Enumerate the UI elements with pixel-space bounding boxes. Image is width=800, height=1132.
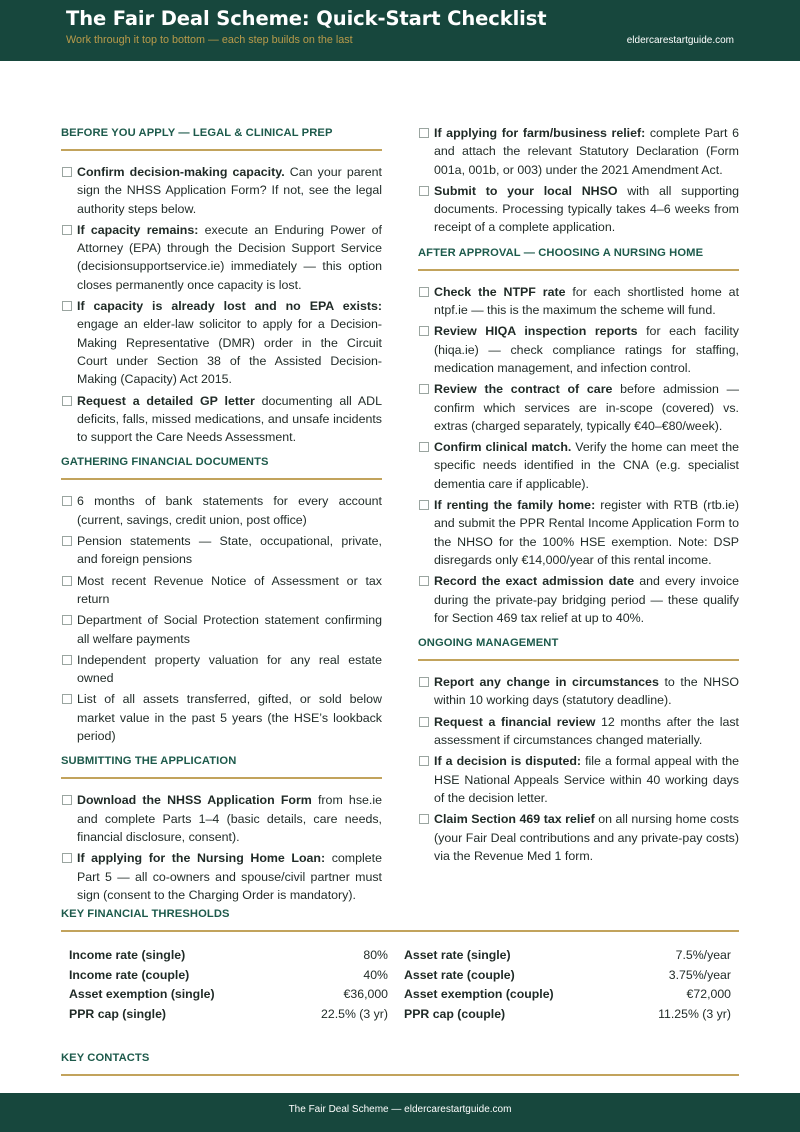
checkbox[interactable] — [62, 496, 72, 506]
checklist-item — [418, 810, 739, 865]
threshold-label: Asset rate (single) — [404, 948, 511, 962]
item-text: Verify the home can meet the specific needs identified in the CNA (e.g. specialist dementia care if applicable). — [434, 440, 739, 491]
checklist-item — [61, 651, 382, 688]
checklist-item — [418, 496, 739, 569]
item-text: and every invoice during the private-pay bridging period — these qualify for Section 469 tax relief at up to 40%. — [434, 574, 739, 625]
threshold-value: 11.25% (3 yr) — [658, 1006, 731, 1021]
threshold-value: €72,000 — [686, 987, 731, 1001]
checklist-item — [418, 438, 739, 493]
item-text: execute an Enduring Power of Attorney (EPA) through the Decision Support Service (decisionsupportservice.ie) immediately — this option closes permanently once capacity is lost. — [77, 222, 382, 292]
checkbox[interactable] — [62, 396, 72, 406]
checkbox[interactable] — [419, 576, 429, 586]
item-bold-text: If capacity is already lost and no EPA exists: — [77, 299, 382, 314]
threshold-label: PPR cap (couple) — [404, 1006, 506, 1021]
item-bold-text: Review the contract of care — [434, 382, 613, 397]
page-subtitle: Work through it top to bottom — each step builds on the last — [66, 34, 353, 46]
checklist-submitting-continued — [418, 124, 739, 237]
item-text: Pension statements — State, occupational, private, and foreign pensions — [77, 534, 382, 567]
item-bold-text: Request a detailed GP letter — [77, 393, 255, 408]
checkbox[interactable] — [419, 287, 429, 297]
threshold-value: 22.5% (3 yr) — [321, 1006, 388, 1021]
threshold-value: 7.5%/year — [675, 948, 731, 962]
item-text: engage an elder-law solicitor to apply for a Decision-Making Representative (DMR) order in the Circuit Court under Section 38 of the Assisted Decision-Making (Capacity) Act 2015. — [77, 317, 382, 387]
checklist-after — [418, 283, 739, 627]
checklist-submitting — [61, 791, 382, 904]
threshold-row — [61, 987, 739, 1007]
item-bold-text: Confirm decision-making capacity. — [77, 165, 285, 179]
checklist-item — [61, 532, 382, 569]
item-bold-text: Record the exact admission date — [434, 574, 635, 589]
checkbox[interactable] — [62, 615, 72, 625]
threshold-row — [61, 968, 739, 988]
item-text: before admission — confirm which services are in-scope (covered) vs. extras (charged separately, typically €40–€80/week). — [434, 382, 739, 433]
threshold-label: Income rate (couple) — [69, 967, 190, 982]
thresholds-table — [61, 948, 739, 1026]
checklist-item — [61, 849, 382, 904]
checklist-item — [418, 124, 739, 179]
checklist-item — [418, 322, 739, 377]
item-bold-text: If renting the family home: — [434, 498, 596, 513]
threshold-label: PPR cap (single) — [69, 1006, 167, 1021]
checklist-financial — [61, 492, 382, 745]
checkbox[interactable] — [62, 301, 72, 311]
threshold-label: Asset exemption (couple) — [404, 987, 554, 1001]
checkbox[interactable] — [419, 814, 429, 824]
item-text: complete Part 5 — all co-owners and spouse/civil partner must sign (consent to the Charging Order is mandatory). — [77, 851, 382, 902]
checklist-before — [61, 163, 382, 446]
checkbox[interactable] — [62, 225, 72, 235]
right-column — [418, 124, 739, 868]
checklist-item — [61, 572, 382, 609]
checkbox[interactable] — [62, 694, 72, 704]
item-bold-text: If applying for the Nursing Home Loan: — [77, 851, 326, 866]
checklist-item — [418, 713, 739, 750]
checkbox[interactable] — [62, 655, 72, 665]
item-text: Most recent Revenue Notice of Assessment or tax return — [77, 573, 382, 606]
checkbox[interactable] — [419, 326, 429, 336]
section-heading-contacts: KEY CONTACTS — [61, 1049, 739, 1076]
checklist-item — [418, 283, 739, 320]
checklist-item — [418, 182, 739, 237]
checkbox[interactable] — [419, 128, 429, 138]
page-footer: The Fair Deal Scheme — eldercarestartguide.com — [0, 1093, 800, 1132]
item-text: 12 months after the last assessment if circumstances changed materially. — [434, 714, 739, 748]
item-text: Independent property valuation for any real estate owned — [77, 652, 382, 686]
item-bold-text: Review HIQA inspection reports — [434, 324, 638, 339]
checkbox[interactable] — [62, 536, 72, 546]
checklist-item — [418, 380, 739, 435]
checklist-item — [61, 163, 382, 218]
checklist-item — [61, 392, 382, 447]
section-heading-after: AFTER APPROVAL — CHOOSING A NURSING HOME — [418, 244, 739, 271]
item-text: List of all assets transferred, gifted, or sold below market value in the past 5 years (the HSE’s lookback period) — [77, 692, 382, 744]
item-text: for each shortlisted home at ntpf.ie — this is the maximum the scheme will fund. — [434, 284, 740, 318]
item-bold-text: Submit to your local NHSO — [434, 183, 618, 198]
contacts-section — [61, 1049, 739, 1088]
item-text: register with RTB (rtb.ie) and submit the PPR Rental Income Application Form to the NHSO for the 100% HSE exemption. Note: DSP disregards only €14,000/year of this rental income. — [434, 498, 739, 567]
item-bold-text: Check the NTPF rate — [434, 284, 566, 299]
checkbox[interactable] — [419, 677, 429, 687]
item-text: documenting all ADL deficits, falls, missed medications, and unsafe incidents to support the Care Needs Assessment. — [77, 393, 382, 445]
checklist-ongoing — [418, 673, 739, 865]
threshold-label: Asset rate (couple) — [404, 967, 515, 982]
item-text: Department of Social Protection statement confirming all welfare payments — [77, 613, 382, 646]
threshold-value: 80% — [363, 948, 388, 962]
item-bold-text: Request a financial review — [434, 714, 596, 729]
item-text: Can your parent sign the NHSS Application Form? If not, see the legal authority steps below. — [77, 165, 382, 216]
site-url: eldercarestartguide.com — [626, 35, 734, 46]
section-heading-thresholds: KEY FINANCIAL THRESHOLDS — [61, 905, 739, 932]
item-text: file a formal appeal with the HSE National Appeals Service within 40 working days of the decision letter. — [434, 754, 739, 805]
item-text: for each facility (hiqa.ie) — check compliance ratings for staffing, medication management, and infection control. — [434, 324, 739, 375]
item-text: to the NHSO within 10 working days (statutory deadline). — [434, 675, 739, 708]
threshold-value: €36,000 — [343, 987, 388, 1001]
section-heading-ongoing: ONGOING MANAGEMENT — [418, 634, 739, 661]
section-heading-submitting: SUBMITTING THE APPLICATION — [61, 752, 382, 779]
threshold-label: Asset exemption (single) — [69, 987, 215, 1001]
checklist-item — [61, 611, 382, 648]
item-bold-text: If a decision is disputed: — [434, 754, 582, 769]
threshold-value: 40% — [363, 967, 388, 982]
checkbox[interactable] — [419, 384, 429, 394]
thresholds-section — [61, 905, 739, 1026]
checkbox[interactable] — [419, 500, 429, 510]
item-text: with all supporting documents. Processing typically takes 4–6 weeks from receipt of a complete application. — [434, 183, 739, 235]
item-bold-text: Confirm clinical match. — [434, 440, 572, 455]
page-title: The Fair Deal Scheme: Quick-Start Checklist — [66, 7, 547, 30]
left-column — [61, 124, 382, 907]
checklist-item — [418, 673, 739, 710]
checklist-item — [418, 572, 739, 627]
section-heading-before: BEFORE YOU APPLY — LEGAL & CLINICAL PREP — [61, 124, 382, 151]
item-bold-text: Report any change in circumstances — [434, 675, 659, 690]
checklist-item — [61, 791, 382, 846]
checkbox[interactable] — [419, 442, 429, 452]
checklist-item — [418, 752, 739, 807]
checkbox[interactable] — [62, 576, 72, 586]
checklist-item — [61, 297, 382, 388]
item-text: from hse.ie and complete Parts 1–4 (basic details, care needs, financial disclosure, consent). — [77, 793, 382, 844]
item-bold-text: If applying for farm/business relief: — [434, 126, 646, 140]
item-text: complete Part 6 and attach the relevant Statutory Declaration (Form 001a, 001b, or 003) under the 2021 Amendment Act. — [434, 126, 739, 177]
checklist-item — [61, 492, 382, 529]
checkbox[interactable] — [419, 756, 429, 766]
checkbox[interactable] — [62, 795, 72, 805]
threshold-label: Income rate (single) — [69, 948, 186, 962]
item-bold-text: Claim Section 469 tax relief — [434, 812, 595, 827]
checklist-item — [61, 690, 382, 745]
checkbox[interactable] — [62, 853, 72, 863]
checkbox[interactable] — [419, 717, 429, 727]
item-text: 6 months of bank statements for every account (current, savings, credit union, post office) — [77, 494, 382, 527]
checklist-item — [61, 221, 382, 294]
threshold-row — [61, 1007, 739, 1027]
page-header — [0, 0, 800, 61]
section-heading-financial: GATHERING FINANCIAL DOCUMENTS — [61, 453, 382, 480]
item-bold-text: Download the NHSS Application Form — [77, 793, 312, 808]
threshold-value: 3.75%/year — [668, 967, 731, 982]
checkbox[interactable] — [419, 186, 429, 196]
threshold-row — [61, 948, 739, 968]
item-bold-text: If capacity remains: — [77, 222, 199, 237]
item-text: on all nursing home costs (your Fair Deal contributions and any private-pay costs) via the Revenue Med 1 form. — [434, 812, 739, 863]
checkbox[interactable] — [62, 167, 72, 177]
